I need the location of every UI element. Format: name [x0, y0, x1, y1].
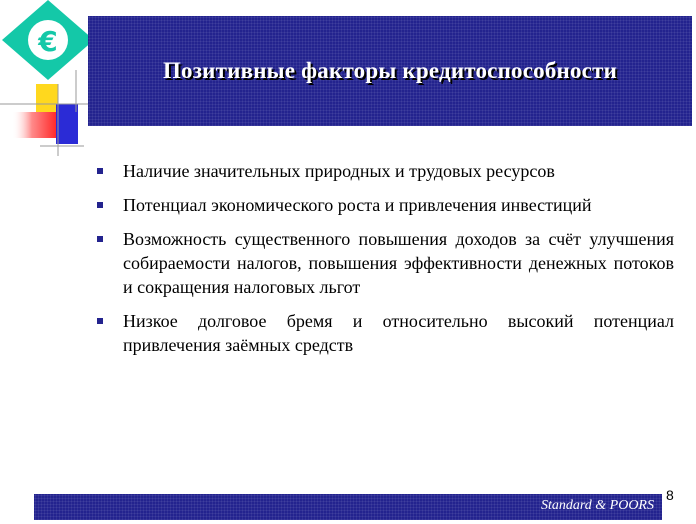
bullet-square-icon — [97, 168, 103, 174]
slide-title: Позитивные факторы кредитоспособности — [162, 58, 618, 83]
bullet-list — [96, 159, 674, 367]
bullet-square-icon — [97, 236, 103, 242]
page-number: 8 — [666, 487, 674, 503]
bullet-square-icon — [97, 202, 103, 208]
euro-logo — [0, 0, 95, 160]
bullet-square-icon — [97, 318, 103, 324]
footer-band — [34, 494, 662, 520]
euro-diamond-icon — [0, 0, 95, 160]
bullet-item — [96, 309, 674, 357]
bullet-text: Низкое долговое бремя и относительно высокий потенциал привлечения заёмных средств — [123, 311, 674, 355]
bullet-item — [96, 227, 674, 299]
footer-brand: Standard & POORS — [540, 498, 654, 513]
bullet-item — [96, 193, 674, 217]
bullet-text: Наличие значительных природных и трудовых ресурсов — [123, 161, 555, 181]
bullet-text: Возможность существенного повышения доходов за счёт улучшения собираемости налогов, повышения эффективности денежных потоков и сокращения налоговых льгот — [123, 229, 674, 297]
euro-symbol: € — [38, 25, 58, 58]
bullet-item — [96, 159, 674, 183]
bullet-text: Потенциал экономического роста и привлечения инвестиций — [123, 195, 592, 215]
